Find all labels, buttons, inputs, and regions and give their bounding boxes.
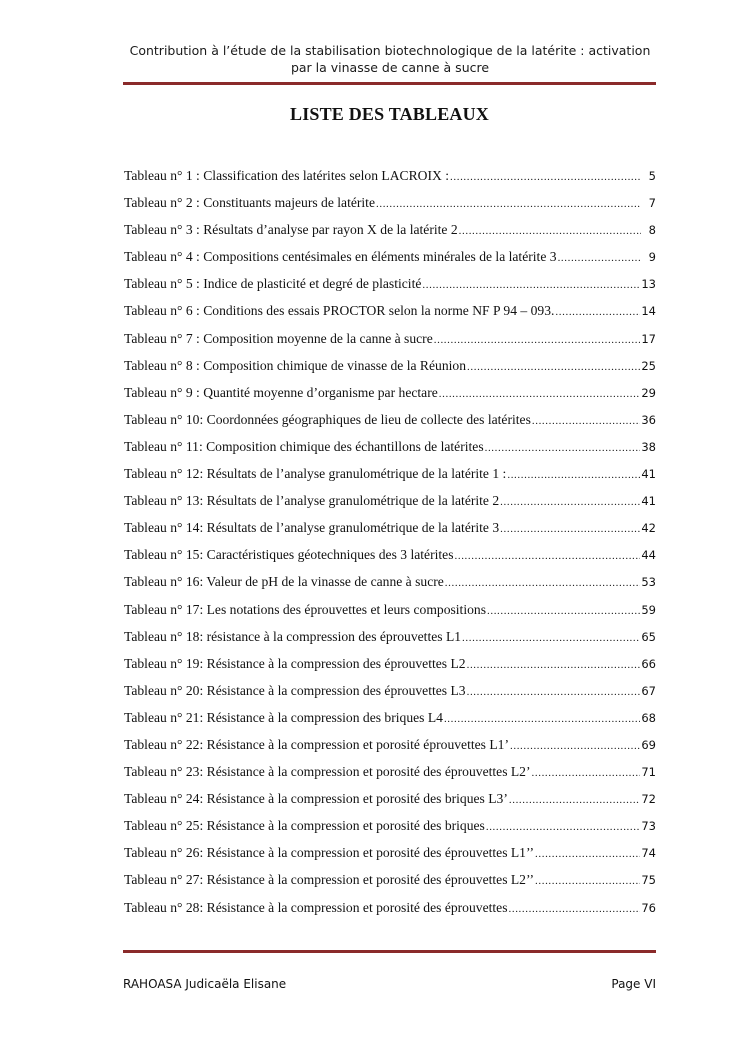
toc-entry[interactable] <box>124 331 656 358</box>
toc-entry-label: Tableau n° 7 : Composition moyenne de la canne à sucre <box>124 330 433 346</box>
toc-leader-dots <box>434 334 641 346</box>
toc-leader-dots <box>507 469 640 481</box>
page-header <box>120 42 660 76</box>
toc-entry[interactable] <box>124 602 656 629</box>
toc-entry[interactable] <box>124 764 656 791</box>
toc-entry-page: 44 <box>641 548 656 563</box>
toc-entry[interactable] <box>124 168 656 195</box>
toc-leader-dots <box>509 794 640 806</box>
toc-leader-dots <box>485 442 641 454</box>
toc-leader-dots <box>462 632 640 644</box>
toc-entry[interactable] <box>124 656 656 683</box>
toc-entry-label: Tableau n° 20: Résistance à la compression des éprouvettes L3 <box>124 682 466 698</box>
table-list <box>124 168 656 927</box>
toc-entry-page: 14 <box>641 304 656 319</box>
toc-leader-dots <box>444 713 640 725</box>
toc-entry-page: 67 <box>641 683 656 698</box>
toc-entry-page: 71 <box>641 765 656 780</box>
toc-entry-page: 29 <box>641 385 656 400</box>
toc-entry-page: 5 <box>648 169 656 183</box>
toc-leader-dots <box>509 903 641 915</box>
toc-entry[interactable] <box>124 547 656 574</box>
toc-entry[interactable] <box>124 872 656 899</box>
toc-leader-dots <box>500 523 640 535</box>
toc-entry-page: 38 <box>641 439 656 454</box>
toc-leader-dots <box>450 171 641 183</box>
toc-leader-dots <box>558 252 641 264</box>
toc-entry-label: Tableau n° 12: Résultats de l’analyse granulométrique de la latérite 1 : <box>124 466 507 482</box>
toc-entry-label: Tableau n° 4 : Compositions centésimales en éléments minérales de la latérite 3 <box>124 249 557 265</box>
toc-entry[interactable] <box>124 520 656 547</box>
toc-leader-dots <box>467 686 641 698</box>
footer-page-number: Page VI <box>611 977 656 991</box>
toc-entry-page: 72 <box>641 792 656 807</box>
toc-leader-dots <box>467 361 640 373</box>
header-divider <box>123 82 656 85</box>
toc-leader-dots <box>439 388 641 400</box>
toc-entry-label: Tableau n° 14: Résultats de l’analyse granulométrique de la latérite 3 <box>124 520 500 536</box>
toc-entry-label: Tableau n° 11: Composition chimique des échantillons de latérites <box>124 438 484 454</box>
toc-entry-page: 66 <box>641 656 656 671</box>
toc-entry[interactable] <box>124 439 656 466</box>
toc-entry[interactable] <box>124 710 656 737</box>
toc-entry-label: Tableau n° 5 : Indice de plasticité et degré de plasticité <box>124 276 422 292</box>
toc-entry[interactable] <box>124 466 656 493</box>
toc-entry[interactable] <box>124 385 656 412</box>
toc-entry-label: Tableau n° 1 : Classification des latérites selon LACROIX : <box>124 168 450 183</box>
toc-entry-label: Tableau n° 6 : Conditions des essais PROCTOR selon la norme NF P 94 – 093. <box>124 303 555 319</box>
toc-entry-label: Tableau n° 18: résistance à la compression des éprouvettes L1 <box>124 628 462 644</box>
toc-entry-page: 42 <box>641 521 656 536</box>
toc-entry-page: 65 <box>641 629 656 644</box>
toc-entry-label: Tableau n° 9 : Quantité moyenne d’organisme par hectare <box>124 384 438 400</box>
toc-leader-dots <box>555 306 640 318</box>
toc-leader-dots <box>445 577 641 589</box>
toc-entry-label: Tableau n° 26: Résistance à la compression et porosité des éprouvettes L1’’ <box>124 845 535 861</box>
toc-entry-label: Tableau n° 3 : Résultats d’analyse par rayon X de la latérite 2 <box>124 222 458 238</box>
toc-leader-dots <box>487 605 640 617</box>
toc-entry-page: 25 <box>641 358 656 373</box>
toc-leader-dots <box>532 767 641 779</box>
toc-leader-dots <box>422 279 640 291</box>
toc-entry[interactable] <box>124 900 656 927</box>
toc-entry-page: 36 <box>641 412 656 427</box>
toc-entry[interactable] <box>124 412 656 439</box>
toc-leader-dots <box>510 740 640 752</box>
toc-entry[interactable] <box>124 195 656 222</box>
toc-entry-page: 74 <box>641 846 656 861</box>
toc-leader-dots <box>486 821 641 833</box>
toc-entry-page: 69 <box>641 737 656 752</box>
toc-leader-dots <box>455 550 641 562</box>
toc-entry-page: 59 <box>641 602 656 617</box>
toc-entry[interactable] <box>124 493 656 520</box>
toc-entry[interactable] <box>124 737 656 764</box>
toc-entry[interactable] <box>124 276 656 303</box>
header-line-1: Contribution à l’étude de la stabilisation biotechnologique de la latérite : activation <box>129 43 651 58</box>
toc-entry-label: Tableau n° 17: Les notations des éprouvettes et leurs compositions <box>124 601 486 617</box>
toc-leader-dots <box>535 875 640 887</box>
toc-entry[interactable] <box>124 222 656 249</box>
toc-entry-label: Tableau n° 16: Valeur de pH de la vinasse de canne à sucre <box>124 574 444 590</box>
toc-entry-page: 9 <box>648 250 656 265</box>
toc-entry-page: 17 <box>641 331 656 346</box>
toc-leader-dots <box>532 415 640 427</box>
toc-entry-page: 41 <box>641 467 656 482</box>
toc-entry-label: Tableau n° 24: Résistance à la compression et porosité des briques L3’ <box>124 791 508 807</box>
toc-entry-page: 41 <box>641 494 656 509</box>
header-line-2: par la vinasse de canne à sucre <box>290 60 490 75</box>
toc-entry[interactable] <box>124 629 656 656</box>
toc-entry-label: Tableau n° 15: Caractéristiques géotechniques des 3 latérites <box>124 547 454 563</box>
toc-entry-label: Tableau n° 2 : Constituants majeurs de latérite <box>124 195 375 211</box>
toc-entry[interactable] <box>124 358 656 385</box>
page-title: LISTE DES TABLEAUX <box>289 104 489 124</box>
toc-entry-page: 68 <box>641 710 656 725</box>
toc-entry[interactable] <box>124 791 656 818</box>
toc-leader-dots <box>500 496 640 508</box>
toc-entry-label: Tableau n° 8 : Composition chimique de vinasse de la Réunion <box>124 357 467 373</box>
toc-leader-dots <box>535 848 640 860</box>
toc-entry-label: Tableau n° 23: Résistance à la compression et porosité des éprouvettes L2’ <box>124 764 531 780</box>
toc-entry[interactable] <box>124 683 656 710</box>
toc-entry-label: Tableau n° 28: Résistance à la compression et porosité des éprouvettes <box>124 899 508 915</box>
toc-entry[interactable] <box>124 303 656 330</box>
footer-author: RAHOASA Judicaëla Elisane <box>123 977 287 991</box>
toc-entry-page: 13 <box>641 277 656 292</box>
toc-entry-label: Tableau n° 22: Résistance à la compression et porosité éprouvettes L1’ <box>124 736 509 752</box>
toc-entry-page: 7 <box>648 196 656 211</box>
toc-leader-dots <box>459 225 641 237</box>
toc-leader-dots <box>467 659 641 671</box>
toc-entry-label: Tableau n° 21: Résistance à la compression des briques L4 <box>124 709 443 725</box>
toc-entry-label: Tableau n° 25: Résistance à la compression et porosité des briques <box>124 818 485 834</box>
toc-entry-label: Tableau n° 10: Coordonnées géographiques de lieu de collecte des latérites <box>124 411 531 427</box>
toc-entry-page: 75 <box>641 873 656 888</box>
toc-entry-label: Tableau n° 19: Résistance à la compression des éprouvettes L2 <box>124 655 466 671</box>
toc-entry[interactable] <box>124 845 656 872</box>
toc-entry-page: 53 <box>641 575 656 590</box>
toc-entry[interactable] <box>124 249 656 276</box>
toc-entry-page: 73 <box>641 819 656 834</box>
toc-leader-dots <box>376 198 641 210</box>
toc-entry-page: 76 <box>641 900 656 915</box>
toc-entry-label: Tableau n° 13: Résultats de l’analyse granulométrique de la latérite 2 <box>124 493 500 509</box>
footer-divider <box>123 950 656 953</box>
toc-entry-page: 8 <box>648 223 656 238</box>
toc-entry[interactable] <box>124 574 656 601</box>
toc-entry-label: Tableau n° 27: Résistance à la compression et porosité des éprouvettes L2’’ <box>124 872 535 888</box>
toc-entry[interactable] <box>124 818 656 845</box>
